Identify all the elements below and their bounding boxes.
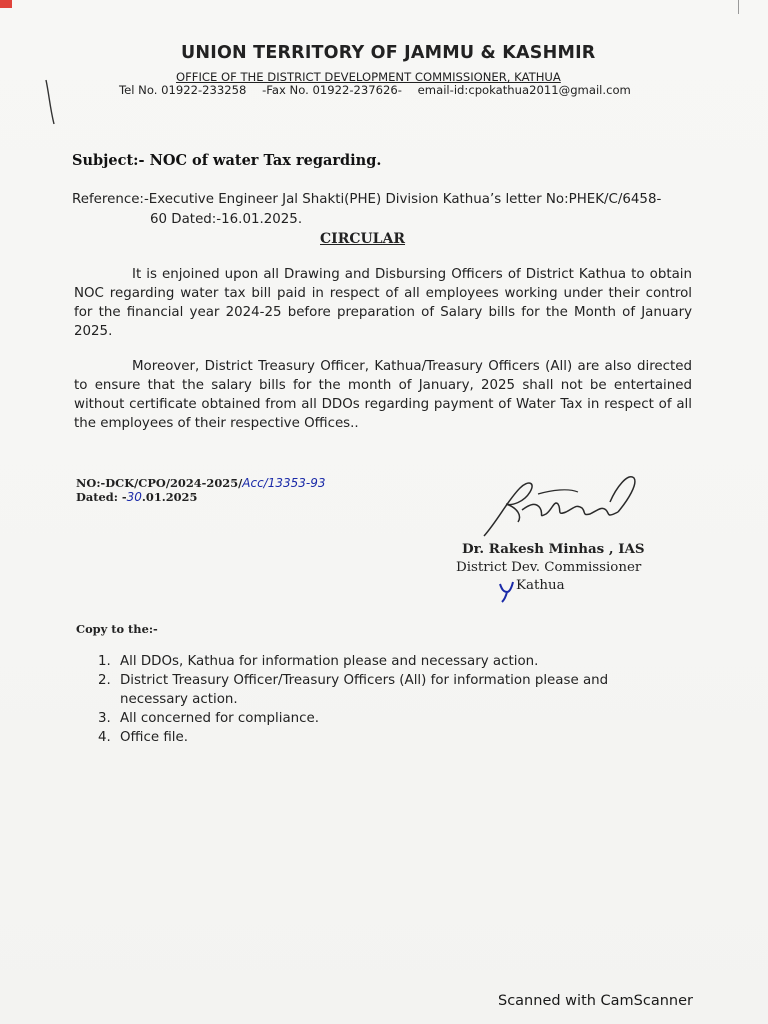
copy-item (98, 652, 678, 671)
order-date-printed: .01.2025 (141, 490, 198, 504)
order-date-label: Dated: - (76, 490, 127, 504)
copy-item-text: Office file. (120, 730, 188, 745)
signatory-designation: District Dev. Commissioner (456, 560, 642, 575)
fax-number: -Fax No. 01922-237626- (262, 83, 402, 97)
copy-item-number: 2. (98, 673, 111, 688)
scan-edge-line (738, 0, 739, 14)
order-date-handwritten: 30 (126, 490, 142, 504)
copy-item-number: 1. (98, 654, 111, 669)
copy-item (98, 671, 678, 709)
copy-item-text: All concerned for compliance. (120, 711, 320, 726)
reference-line-2: 60 Dated:-16.01.2025. (150, 212, 303, 227)
reference-block (72, 190, 692, 230)
scanner-watermark: Scanned with CamScanner (498, 993, 694, 1009)
copy-to-list (98, 652, 678, 747)
letterhead-title: UNION TERRITORY OF JAMMU & KASHMIR (181, 43, 596, 63)
copy-item-text: All DDOs, Kathua for information please and necessary action. (120, 654, 539, 669)
paragraph-1-text: It is enjoined upon all Drawing and Disbursing Officers of District Kathua to obtain NOC regarding water tax bill paid in respect of all employees working under their control for the financial year 2024-25 before preparation of Salary bills for the Month of January 2025. (74, 267, 692, 339)
signatory-name: Dr. Rakesh Minhas , IAS (462, 541, 645, 557)
handwritten-tick-mark (498, 578, 516, 604)
copy-item (98, 728, 678, 747)
letterhead-contact (119, 83, 679, 97)
body-paragraph-2 (74, 357, 692, 433)
copy-item (98, 709, 678, 728)
body-paragraph-1 (74, 265, 692, 341)
order-number-handwritten: Acc/13353-93 (242, 476, 326, 490)
copy-item-text: District Treasury Officer/Treasury Officers (All) for information please and necessary action. (120, 673, 609, 707)
order-date (76, 490, 197, 504)
handwritten-signature (478, 470, 648, 542)
copy-item-number: 4. (98, 730, 111, 745)
letterhead-office: OFFICE OF THE DISTRICT DEVELOPMENT COMMISSIONER, KATHUA (176, 70, 561, 84)
order-number (76, 476, 326, 490)
paragraph-2-text: Moreover, District Treasury Officer, Kathua/Treasury Officers (All) are also directed to ensure that the salary bills for the month of January, 2025 shall not be entertained without certificate obtained from all DDOs regarding payment of Water Tax in respect of all the employees of their respective Offices.. (74, 359, 692, 431)
order-number-printed: NO:-DCK/CPO/2024-2025/ (76, 476, 243, 490)
telephone-number: Tel No. 01922-233258 (119, 83, 247, 97)
scan-stroke-mark (38, 78, 58, 126)
email-address: email-id:cpokathua2011@gmail.com (417, 83, 631, 97)
scan-corner-mark (0, 0, 12, 8)
circular-heading: CIRCULAR (320, 231, 406, 247)
signatory-place: Kathua (516, 578, 565, 593)
reference-line-1: Reference:-Executive Engineer Jal Shakti(PHE) Division Kathua’s letter No:PHEK/C/6458- (72, 192, 662, 207)
copy-item-number: 3. (98, 711, 111, 726)
copy-to-heading: Copy to the:- (76, 622, 158, 636)
subject-line: Subject:- NOC of water Tax regarding. (72, 152, 382, 169)
